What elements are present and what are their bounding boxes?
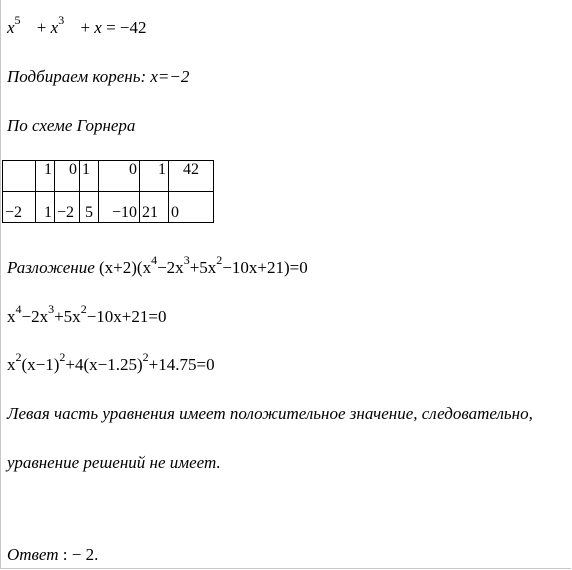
horner-cell: 5	[80, 192, 99, 223]
poly-term-d: −10x+21=0	[86, 307, 167, 326]
horner-cell	[3, 161, 36, 192]
factorization-expr-a: (x+2)(x	[99, 258, 152, 277]
factorization-expr-c: +5x	[189, 258, 217, 277]
horner-table	[2, 160, 214, 223]
poly-term-b: −2x	[21, 307, 49, 326]
eq-plus-1: +	[36, 18, 47, 37]
quartic-equation	[7, 302, 167, 327]
factorization-expr-d: −10x+21)=0	[222, 258, 308, 277]
original-equation	[7, 13, 147, 38]
horner-row-coefficients	[3, 161, 214, 192]
squares-term-a: x	[7, 355, 16, 374]
exp-2: 2	[15, 350, 22, 364]
horner-cell: −2	[3, 192, 36, 223]
factorization-expr-b: −2x	[157, 258, 184, 277]
squares-term-b: (x−1)	[21, 355, 60, 374]
exp-3: 3	[183, 253, 190, 267]
horner-cell: 1	[80, 161, 99, 192]
exp-3: 3	[48, 302, 55, 316]
horner-cell: −2	[55, 192, 80, 223]
poly-term-a: x	[7, 307, 16, 326]
eq-rhs: −42	[119, 18, 147, 37]
exp-2: 2	[80, 302, 87, 316]
squares-term-d: +14.75=0	[148, 355, 215, 374]
horner-cell: −10	[99, 192, 140, 223]
eq-plus-2: +	[80, 18, 91, 37]
horner-cell: 0	[55, 161, 80, 192]
factorization	[7, 253, 308, 278]
eq-equals: =	[106, 18, 116, 37]
factorization-label: Разложение	[7, 258, 95, 277]
conclusion-line-2: уравнение решений не имеет.	[7, 453, 221, 472]
exp-2: 2	[59, 350, 66, 364]
poly-term-c: +5x	[54, 307, 81, 326]
horner-cell: 0	[99, 161, 140, 192]
answer-label: Ответ	[7, 545, 59, 564]
horner-cell: 42	[169, 161, 214, 192]
root-value: x=−2	[150, 67, 190, 86]
exp-4: 4	[15, 302, 22, 316]
horner-row-results	[3, 192, 214, 223]
horner-cell: 21	[140, 192, 169, 223]
horner-cell: 1	[140, 161, 169, 192]
eq-term-x: x	[94, 18, 102, 37]
root-label: Подбираем корень:	[7, 67, 147, 86]
exp-2: 2	[216, 253, 223, 267]
horner-cell: 1	[36, 192, 55, 223]
conclusion-line-1: Левая часть уравнения имеет положительное значение, следовательно,	[7, 404, 533, 423]
exp-2: 2	[142, 350, 149, 364]
eq-exp-5: 5	[14, 13, 21, 27]
horner-cell: 1	[36, 161, 55, 192]
eq-exp-3: 3	[58, 13, 65, 27]
sum-of-squares	[7, 350, 215, 375]
root-selection	[7, 67, 189, 87]
eq-term-x5: x	[7, 18, 15, 37]
horner-cell: 0	[169, 192, 214, 223]
answer	[7, 545, 98, 565]
horner-heading: По схеме Горнера	[7, 116, 136, 135]
exp-4: 4	[151, 253, 158, 267]
eq-term-x3: x	[50, 18, 59, 37]
answer-value: : − 2.	[62, 545, 99, 564]
squares-term-c: +4(x−1.25)	[65, 355, 143, 374]
